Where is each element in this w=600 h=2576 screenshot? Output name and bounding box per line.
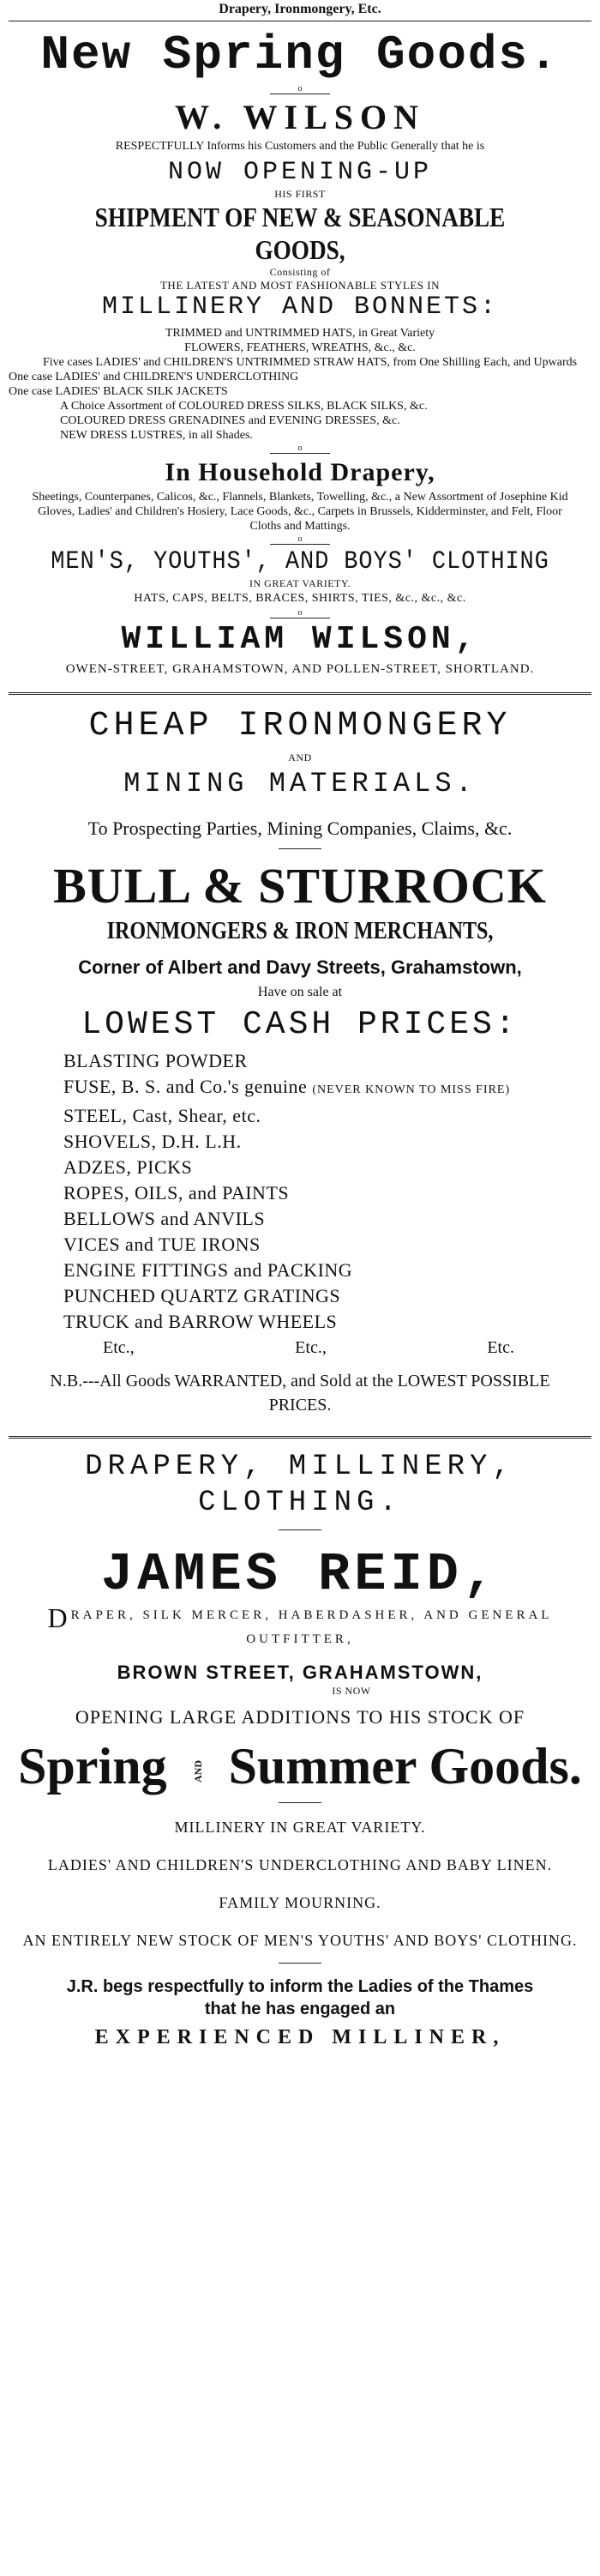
reid-headline: DRAPERY, MILLINERY, CLOTHING.: [85, 1451, 515, 1519]
separator: [279, 1802, 321, 1803]
reid-line: AN ENTIRELY NEW STOCK OF MEN'S YOUTHS' AND BOYS' CLOTHING.: [22, 1932, 578, 1949]
separator: [279, 848, 321, 849]
goods-line: Five cases LADIES' and CHILDREN'S UNTRIMMED STRAW HATS, from One Shilling Each, and Upwards: [43, 356, 578, 369]
goods-line: One case LADIES' BLACK SILK JACKETS: [9, 385, 228, 398]
reid-line: LADIES' AND CHILDREN'S UNDERCLOTHING AND BABY LINEN.: [47, 1856, 553, 1873]
list-item-fuse: [9, 1074, 591, 1103]
etc-3: Etc.: [487, 1338, 514, 1357]
have-on-sale: Have on sale at: [257, 985, 343, 999]
goods-line: A Choice Assortment of COLOURED DRESS SILKS, BLACK SILKS, &c.: [60, 400, 428, 413]
experienced-milliner: EXPERIENCED MILLINER,: [94, 2026, 506, 2048]
wilson-address: OWEN-STREET, GRAHAMSTOWN, AND POLLEN-STREET, SHORTLAND.: [65, 662, 535, 676]
wilson-headline: New Spring Goods.: [40, 27, 560, 82]
reid-line: MILLINERY IN GREAT VARIETY.: [174, 1819, 426, 1836]
spring-summer-goods: [9, 1735, 591, 1797]
and-word: AND: [288, 751, 312, 763]
ironmongers-line: IRONMONGERS & IRON MERCHANTS,: [106, 918, 494, 944]
spring-word: Spring: [18, 1738, 167, 1795]
shipment-line: SHIPMENT OF NEW & SEASONABLE GOODS,: [94, 202, 506, 265]
list-item: TRUCK and BARROW WHEELS: [63, 1311, 338, 1332]
is-now: IS NOW: [332, 1685, 371, 1697]
reid-address: BROWN STREET, GRAHAMSTOWN,: [117, 1662, 483, 1683]
summer-word: Summer Goods.: [228, 1738, 582, 1795]
bull-items-list: [9, 1048, 591, 1335]
separator: o: [270, 609, 330, 618]
consisting-of: Consisting of: [269, 266, 331, 278]
list-item: ENGINE FITTINGS and PACKING: [63, 1259, 353, 1281]
wilson-signature: WILLIAM WILSON,: [121, 621, 479, 658]
lowest-cash-prices: LOWEST CASH PRICES:: [81, 1006, 519, 1043]
mens-variety: IN GREAT VARIETY.: [249, 577, 351, 589]
fuse-note: (NEVER KNOWN TO MISS FIRE): [312, 1083, 511, 1096]
page-header: Drapery, Ironmongery, Etc.: [219, 2, 381, 16]
bull-sturrock-name: BULL & STURROCK: [53, 858, 547, 914]
list-item: ADZES, PICKS: [63, 1156, 193, 1178]
goods-line: TRIMMED and UNTRIMMED HATS, in Great Variety: [165, 327, 435, 340]
wilson-name: W. WILSON: [174, 98, 426, 136]
opening-additions: OPENING LARGE ADDITIONS TO HIS STOCK OF: [75, 1706, 525, 1728]
separator: o: [270, 444, 330, 454]
reid-line: FAMILY MOURNING.: [219, 1894, 381, 1911]
wilson-goods-list: [9, 326, 591, 443]
separator: [279, 1529, 321, 1530]
list-item: BELLOWS and ANVILS: [63, 1208, 266, 1229]
goods-line: FLOWERS, FEATHERS, WREATHS, &c., &c.: [184, 341, 416, 354]
list-item: ROPES, OILS, and PAINTS: [63, 1182, 290, 1204]
separator: o: [270, 85, 330, 94]
jr-notice: J.R. begs respectfully to inform the Ladies of the Thames that he has engaged an: [66, 1977, 534, 2018]
reid-draper-line: [9, 1602, 591, 1649]
corner-address: Corner of Albert and Davy Streets, Grahamstown,: [78, 956, 522, 978]
millinery-bonnets: MILLINERY AND BONNETS:: [101, 293, 499, 322]
cheap-ironmongery: CHEAP IRONMONGERY: [88, 707, 512, 745]
nb-warranted: N.B.---All Goods WARRANTED, and Sold at the LOWEST POSSIBLE PRICES.: [50, 1372, 550, 1415]
goods-line: One case LADIES' and CHILDREN'S UNDERCLOTHING: [9, 371, 299, 383]
list-item: BLASTING POWDER: [63, 1050, 248, 1071]
list-item: SHOVELS, D.H. L.H.: [63, 1131, 242, 1152]
list-item: STEEL, Cast, Shear, etc.: [63, 1105, 261, 1126]
section-rule: [9, 692, 591, 695]
separator: o: [270, 535, 330, 545]
section-rule: [9, 1436, 591, 1439]
draper-text: RAPER, SILK MERCER, HABERDASHER, AND GENERAL OUTFITTER,: [70, 1608, 553, 1646]
fuse-text: FUSE, B. S. and Co.'s genuine: [63, 1076, 308, 1097]
wilson-advertisement: [9, 27, 591, 679]
etc-1: Etc.,: [103, 1338, 135, 1357]
etc-2: Etc.,: [295, 1338, 327, 1357]
household-text: Sheetings, Counterpanes, Calicos, &c., Flannels, Blankets, Towelling, &c., a New Assortment of Josephine Kid Gloves, Ladies' and Children's Hosiery, Lace Goods, &c., Carpets in Brussels, Kidderminster, and Felt, Floor Cloths and Mattings.: [32, 491, 568, 533]
hats-line: HATS, CAPS, BELTS, BRACES, SHIRTS, TIES, &c., &c., &c.: [134, 592, 466, 605]
wilson-intro: RESPECTFULLY Informs his Customers and the Public Generally that he is: [115, 140, 485, 153]
etc-row: [9, 1335, 591, 1360]
separator: [279, 1963, 321, 1964]
and-mark: AND: [191, 1760, 204, 1783]
reid-name: JAMES REID,: [100, 1544, 500, 1605]
household-title: In Household Drapery,: [165, 458, 435, 486]
bull-sturrock-advertisement: [9, 705, 591, 1417]
list-item: VICES and TUE IRONS: [63, 1234, 261, 1255]
reid-lines: [9, 1808, 591, 1959]
james-reid-advertisement: [9, 1449, 591, 2051]
list-item: PUNCHED QUARTZ GRATINGS: [63, 1285, 341, 1306]
mining-materials: MINING MATERIALS.: [123, 768, 477, 799]
his-first: HIS FIRST: [274, 188, 326, 200]
goods-line: NEW DRESS LUSTRES, in all Shades.: [60, 429, 253, 442]
goods-line: COLOURED DRESS GRENADINES and EVENING DRESSES, &c.: [60, 414, 400, 427]
now-opening: NOW OPENING-UP: [167, 158, 433, 187]
to-prospecting: To Prospecting Parties, Mining Companies, Claims, &c.: [87, 817, 513, 839]
drop-cap: D: [47, 1602, 71, 1633]
mens-clothing-title: MEN'S, YOUTHS', AND BOYS' CLOTHING: [51, 547, 549, 576]
latest-styles: THE LATEST AND MOST FASHIONABLE STYLES IN: [159, 279, 440, 292]
